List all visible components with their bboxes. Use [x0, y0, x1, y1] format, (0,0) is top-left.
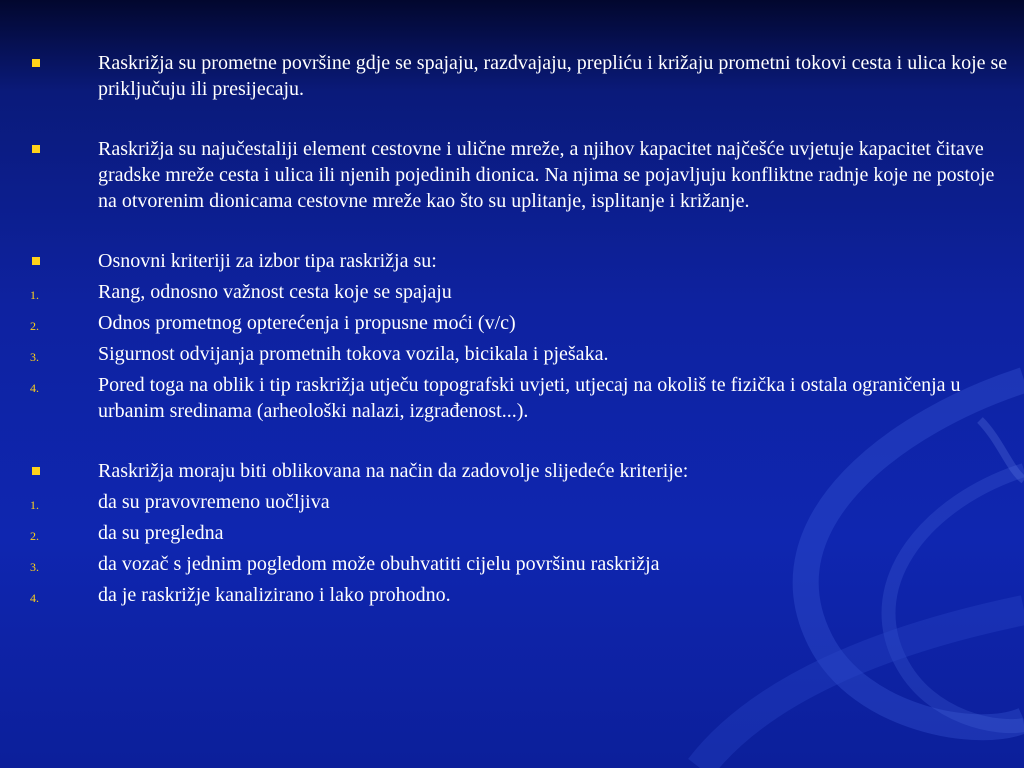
list-number: 1. — [30, 498, 39, 512]
list-number: 4. — [30, 591, 39, 605]
numbered-text: Sigurnost odvijanja prometnih tokova vozila, bicikala i pješaka. — [98, 343, 609, 365]
square-bullet-icon — [32, 59, 40, 67]
bullet-item — [0, 248, 1024, 274]
numbered-text: da je raskrižje kanalizirano i lako prohodno. — [98, 584, 451, 606]
numbered-text: Pored toga na oblik i tip raskrižja utječu topografski uvjeti, utjecaj na okoliš te fizička i ostala ograničenja u urbanim sredinama (arheološki nalazi, izgrađenost...). — [98, 374, 961, 422]
numbered-item — [0, 341, 1024, 367]
numbered-item — [0, 520, 1024, 546]
square-bullet-icon — [32, 467, 40, 475]
numbered-item — [0, 551, 1024, 577]
bullet-item — [0, 458, 1024, 484]
square-bullet-icon — [32, 145, 40, 153]
list-number: 2. — [30, 529, 39, 543]
list-number: 2. — [30, 319, 39, 333]
numbered-item — [0, 489, 1024, 515]
numbered-item — [0, 582, 1024, 608]
square-bullet-icon — [32, 257, 40, 265]
numbered-item — [0, 310, 1024, 336]
numbered-item — [0, 279, 1024, 305]
numbered-text: da su pregledna — [98, 522, 224, 544]
list-number: 1. — [30, 288, 39, 302]
bullet-item — [0, 50, 1024, 102]
list-number: 3. — [30, 350, 39, 364]
numbered-text: da vozač s jednim pogledom može obuhvatiti cijelu površinu raskrižja — [98, 553, 660, 575]
slide-content — [0, 50, 1024, 608]
list-number: 4. — [30, 381, 39, 395]
numbered-item — [0, 372, 1024, 424]
bullet-text: Raskrižja moraju biti oblikovana na način da zadovolje slijedeće kriterije: — [98, 460, 689, 482]
numbered-text: da su pravovremeno uočljiva — [98, 491, 330, 513]
list-number: 3. — [30, 560, 39, 574]
numbered-text: Rang, odnosno važnost cesta koje se spajaju — [98, 281, 452, 303]
bullet-text: Raskrižja su najučestaliji element cestovne i ulične mreže, a njihov kapacitet najčešće uvjetuje kapacitet čitave gradske mreže cesta i ulica ili njenih pojedinih dionica. Na njima se pojavljuju konfliktne radnje koje ne postoje na otvorenim dionicama cestovne mreže kao što su uplitanje, isplitanje i križanje. — [98, 138, 995, 212]
numbered-text: Odnos prometnog opterećenja i propusne moći (v/c) — [98, 312, 516, 334]
bullet-text: Osnovni kriteriji za izbor tipa raskrižja su: — [98, 250, 437, 272]
bullet-item — [0, 136, 1024, 214]
bullet-text: Raskrižja su prometne površine gdje se spajaju, razdvajaju, prepliću i križaju prometni tokovi cesta i ulica koje se priključuju ili presijecaju. — [98, 52, 1008, 100]
